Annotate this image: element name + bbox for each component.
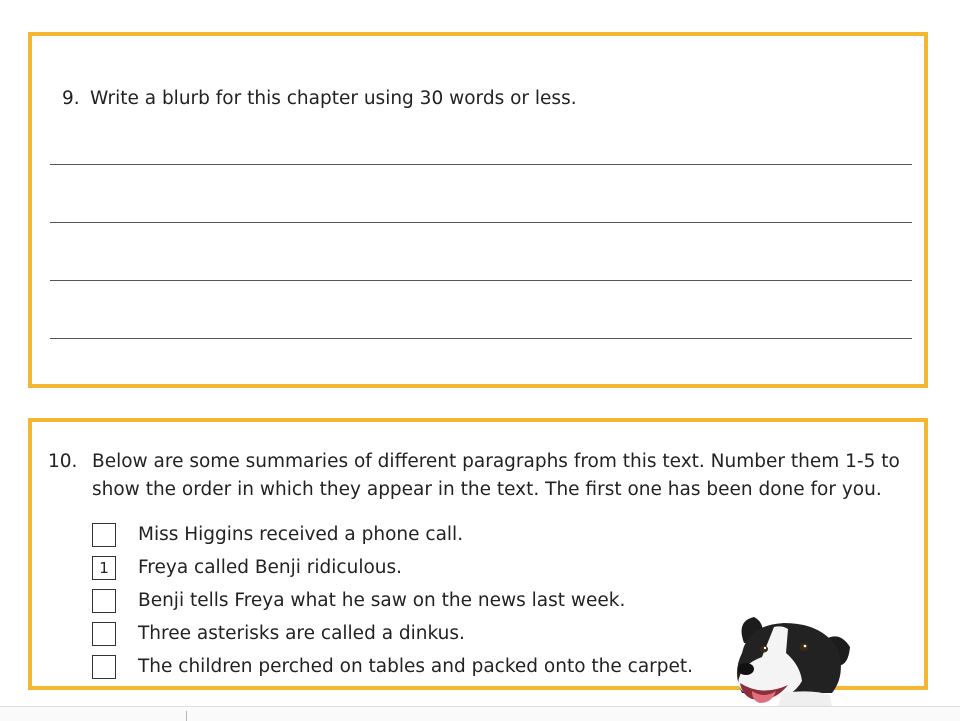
question-10-prompt xyxy=(48,448,918,504)
order-box[interactable] xyxy=(92,589,116,613)
order-box[interactable] xyxy=(92,622,116,646)
list-item xyxy=(92,617,693,650)
order-box[interactable] xyxy=(92,523,116,547)
question-10-number: 10. xyxy=(48,451,78,472)
answer-line-4[interactable] xyxy=(50,338,912,339)
question-9-number: 9. xyxy=(62,88,80,109)
question-10-text: Below are some summaries of different paragraphs from this text. Number them 1-5 to show the order in which they appear in the text. The first one has been done for you. xyxy=(92,451,900,500)
border-collie-dog-icon xyxy=(722,613,862,707)
summary-text: Miss Higgins received a phone call. xyxy=(138,524,464,545)
list-item xyxy=(92,518,693,551)
answer-line-3[interactable] xyxy=(50,280,912,281)
order-box[interactable]: 1 xyxy=(92,556,116,580)
question-9-prompt xyxy=(62,88,577,109)
question-9-text: Write a blurb for this chapter using 30 words or less. xyxy=(90,88,577,109)
summary-text: Freya called Benji ridiculous. xyxy=(138,557,403,578)
answer-line-1[interactable] xyxy=(50,164,912,165)
page-footer-bar xyxy=(0,706,960,721)
order-box[interactable] xyxy=(92,655,116,679)
summary-text: Benji tells Freya what he saw on the news last week. xyxy=(138,590,626,611)
question-9-panel xyxy=(28,32,928,388)
list-item xyxy=(92,584,693,617)
list-item xyxy=(92,551,693,584)
summary-text: The children perched on tables and packed onto the carpet. xyxy=(138,656,694,677)
order-list xyxy=(92,518,693,683)
answer-line-2[interactable] xyxy=(50,222,912,223)
summary-text: Three asterisks are called a dinkus. xyxy=(138,623,465,644)
list-item xyxy=(92,650,693,683)
